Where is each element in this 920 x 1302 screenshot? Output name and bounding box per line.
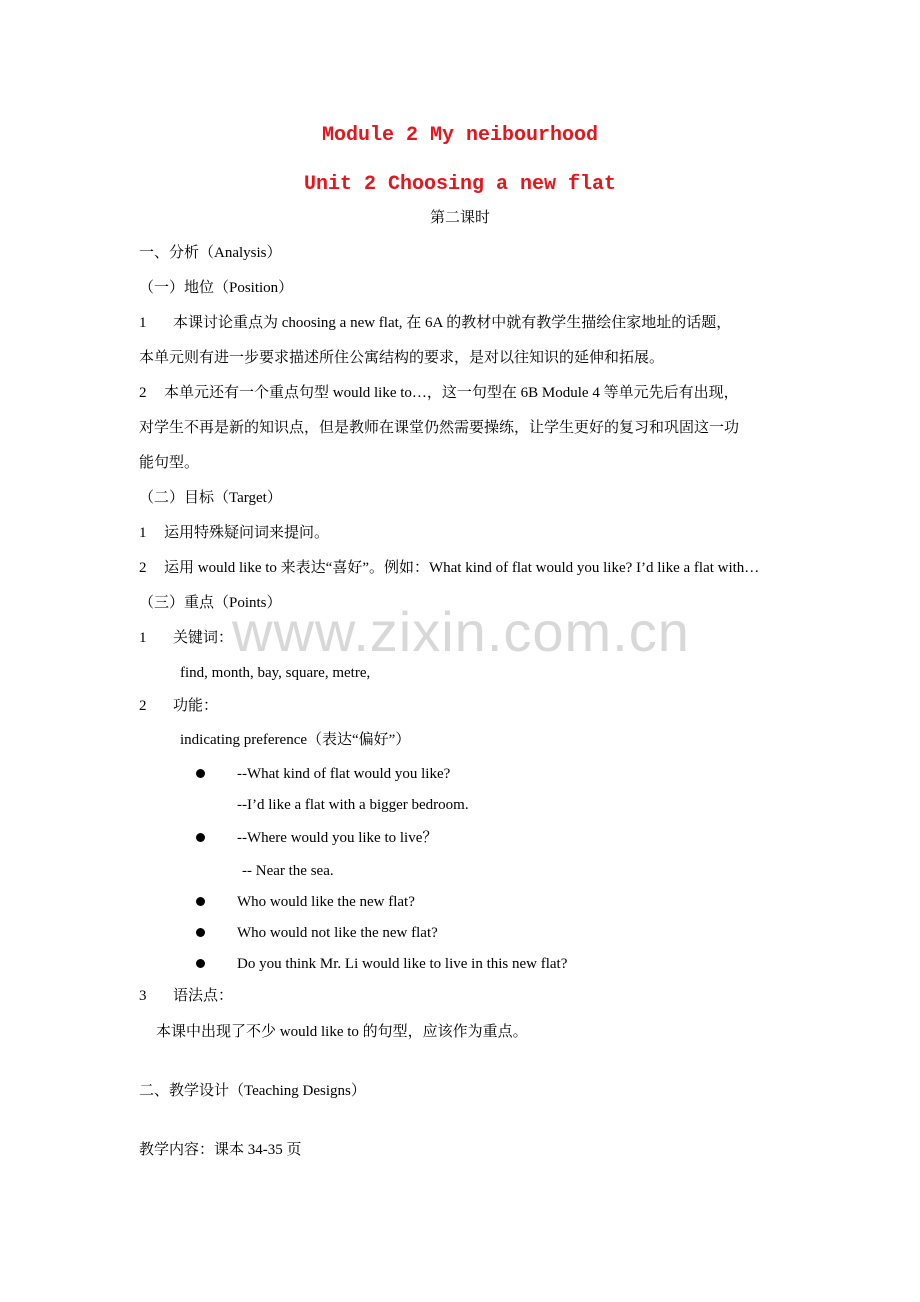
item-number: 1 [139, 315, 147, 331]
paragraph-line: 对学生不再是新的知识点，但是教师在课堂仍然需要操练，让学生更好的复习和巩固这一功 [139, 420, 740, 436]
item-number: 2 [139, 698, 147, 714]
bullet-icon [196, 833, 205, 842]
keywords-list: find, month, bay, square, metre, [180, 665, 371, 681]
grammar-label: 语法点： [173, 988, 234, 1004]
example-question: --What kind of flat would you like? [237, 766, 451, 782]
item-number: 1 [139, 630, 147, 646]
example-question: Who would not like the new flat? [237, 925, 438, 941]
lesson-label: 第二课时 [429, 210, 490, 226]
bullet-icon [196, 959, 205, 968]
subsection-points-heading: （三）重点（Points） [139, 595, 282, 611]
section-analysis-heading: 一、分析（Analysis） [139, 245, 282, 261]
document-title: Module 2 My neibourhood [321, 124, 599, 147]
teaching-content: 教学内容：课本 34-35 页 [139, 1142, 302, 1158]
bullet-icon [196, 897, 205, 906]
example-question: Do you think Mr. Li would like to live in this new flat? [237, 956, 568, 972]
subsection-target-heading: （二）目标（Target） [139, 490, 282, 506]
item-number: 3 [139, 988, 147, 1004]
example-question: --Where would you like to live？ [237, 830, 438, 846]
function-label: 功能： [173, 698, 219, 714]
paragraph-line: 本单元还有一个重点句型 would like to…，这一句型在 6B Module 4 等单元先后有出现， [164, 385, 739, 401]
item-number: 1 [139, 525, 147, 541]
paragraph-line: 本单元则有进一步要求描述所住公寓结构的要求，是对以往知识的延伸和拓展。 [139, 350, 665, 366]
subsection-position-heading: （一）地位（Position） [139, 280, 294, 296]
item-number: 2 [139, 560, 147, 576]
bullet-icon [196, 769, 205, 778]
keywords-label: 关键词： [173, 630, 234, 646]
example-answer: --I’d like a flat with a bigger bedroom. [237, 797, 469, 813]
paragraph-line: 能句型。 [139, 455, 200, 471]
example-answer: -- Near the sea. [242, 863, 334, 879]
function-description: indicating preference（表达“偏好”） [180, 732, 411, 748]
item-number: 2 [139, 385, 147, 401]
bullet-icon [196, 928, 205, 937]
target-item: 运用 would like to 来表达“喜好”。例如：What kind of flat would you like? I’d like a flat with… [164, 560, 760, 576]
document-subtitle: Unit 2 Choosing a new flat [303, 173, 617, 196]
grammar-text: 本课中出现了不少 would like to 的句型，应该作为重点。 [156, 1024, 528, 1040]
watermark-text: www.zixin.com.cn [232, 600, 690, 663]
section-teaching-designs-heading: 二、教学设计（Teaching Designs） [139, 1083, 366, 1099]
paragraph-line: 本课讨论重点为 choosing a new flat, 在 6A 的教材中就有教学生描绘住家地址的话题， [173, 315, 732, 331]
target-item: 运用特殊疑问词来提问。 [164, 525, 330, 541]
example-question: Who would like the new flat? [237, 894, 415, 910]
